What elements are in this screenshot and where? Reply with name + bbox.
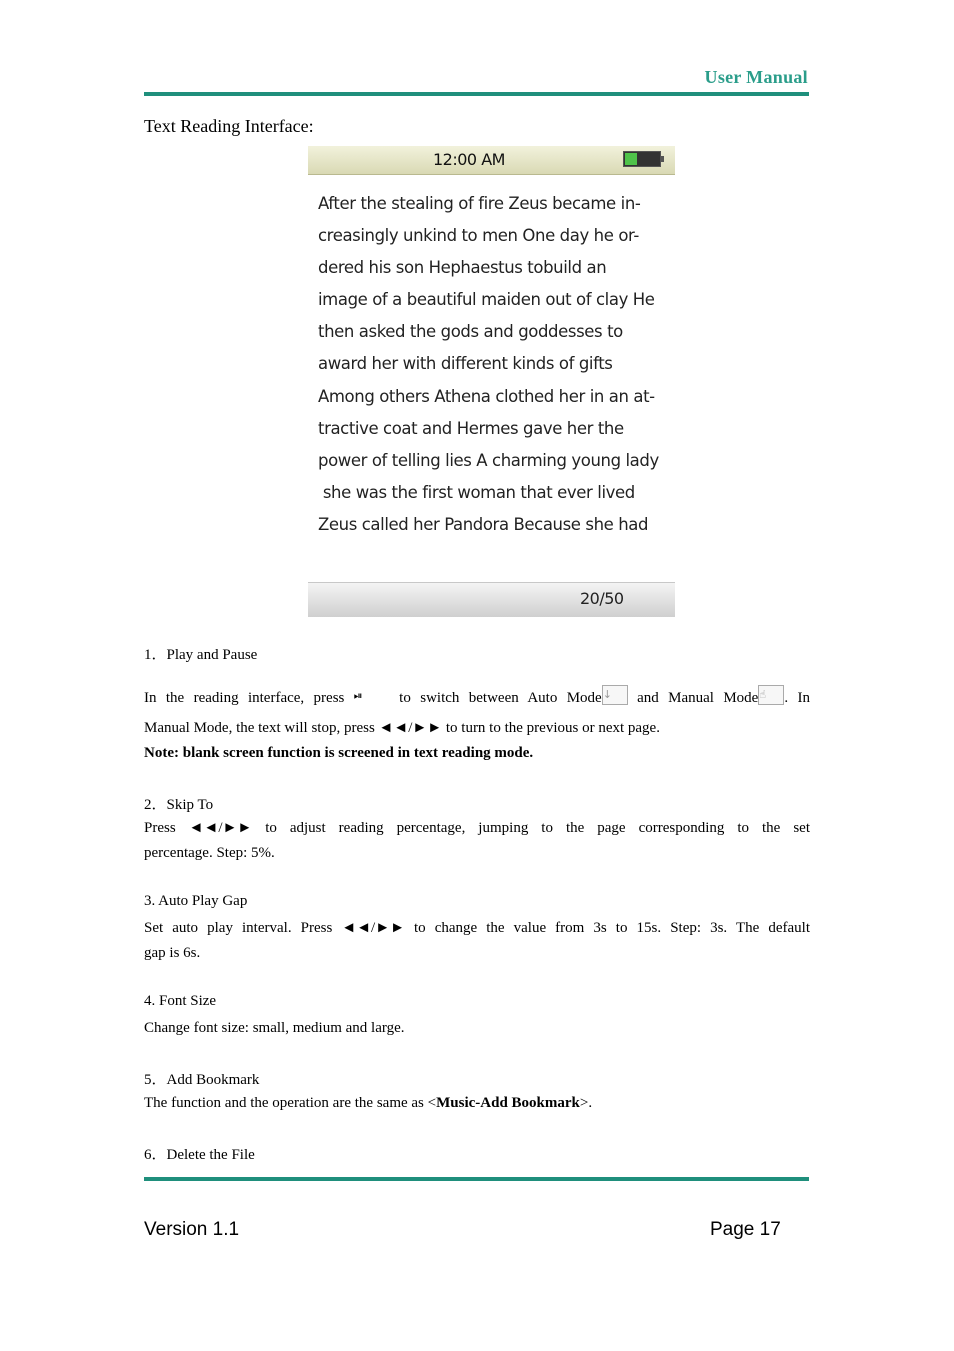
note: Note: blank screen function is screened in text reading mode.	[144, 745, 534, 761]
text-line: dered his son Hephaestus tobuild an	[318, 258, 607, 278]
section-heading: 2．Skip To	[144, 797, 214, 813]
manual-mode-icon: ☝	[758, 685, 784, 705]
auto-mode-icon: ↓	[602, 685, 628, 705]
text-line: creasingly unkind to men One day he or-	[318, 226, 639, 246]
paragraph: gap is 6s.	[144, 945, 201, 961]
text-line: Zeus called her Pandora Because she had	[318, 514, 649, 534]
reader-text	[318, 188, 673, 541]
footer-divider	[144, 1177, 809, 1181]
text-line: she was the first woman that ever lived	[318, 482, 635, 502]
section-heading: 6．Delete the File	[144, 1147, 255, 1163]
section-heading: 1．Play and Pause	[144, 647, 258, 663]
text-line: power of telling lies A charming young lady	[318, 450, 659, 470]
text-line: then asked the gods and goddesses to	[318, 322, 623, 342]
battery-level-fill	[625, 153, 637, 165]
version-label: Version 1.1	[144, 1219, 240, 1240]
text-line: Among others Athena clothed her in an at-	[318, 386, 655, 406]
page-indicator-bar	[308, 582, 675, 617]
clock-time: 12:00 AM	[433, 150, 505, 169]
battery-icon	[623, 151, 661, 167]
page-counter: 20/50	[580, 589, 624, 608]
intro-heading: Text Reading Interface:	[144, 116, 314, 136]
section-heading: 3. Auto Play Gap	[144, 893, 248, 909]
device-screen	[308, 146, 675, 616]
paragraph: Manual Mode, the text will stop, press ◄◄/►► to turn to the previous or next page.	[144, 720, 660, 736]
cross-reference: Music-Add Bookmark	[436, 1095, 580, 1111]
text-line: tractive coat and Hermes gave her the	[318, 418, 624, 438]
text-line: After the stealing of fire Zeus became in-	[318, 194, 641, 213]
page-number: Page 17	[710, 1219, 781, 1240]
paragraph: In the reading interface, press ⏯ to switch between Auto Mode↓ and Manual Mode☝ . In	[144, 683, 810, 711]
section-heading: 4. Font Size	[144, 993, 217, 1009]
header-divider	[144, 92, 809, 96]
paragraph: Set auto play interval. Press ◄◄/►► to change the value from 3s to 15s. Step: 3s. The default	[144, 920, 810, 936]
play-pause-icon: ⏯	[353, 689, 363, 702]
text-line: award her with different kinds of gifts	[318, 354, 613, 374]
manual-title: User Manual	[704, 67, 808, 87]
status-bar	[308, 146, 675, 175]
text-line: image of a beautiful maiden out of clay He	[318, 290, 655, 310]
paragraph: Change font size: small, medium and large.	[144, 1020, 405, 1036]
paragraph: Press ◄◄/►► to adjust reading percentage, jumping to the page corresponding to the set	[144, 820, 810, 836]
section-heading: 5．Add Bookmark	[144, 1072, 260, 1088]
paragraph: The function and the operation are the same as <Music-Add Bookmark>.	[144, 1095, 593, 1111]
paragraph: percentage. Step: 5%.	[144, 845, 275, 861]
